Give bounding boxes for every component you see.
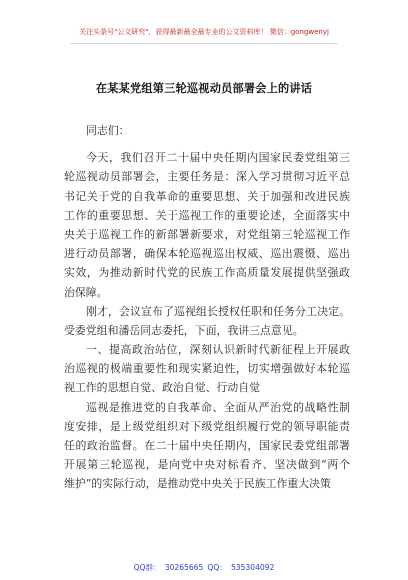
paragraph-3-line: 维护”的实际行动，是推动党中央关于民族工作重大决策 [64, 477, 331, 491]
header-note: 关注头条号"公文研究"，获得最新最全最专业的公文资料库！ 微信：gongwenyj [79, 28, 329, 36]
paragraph-1-line: 受委党组和潘岳同志委托，下面，我讲三点意见。 [64, 323, 304, 337]
paragraph-3-line: 任的政治监督。在二十届中央任期内，国家民委党组部署 [64, 439, 350, 452]
paragraph-0-line: 书记关于党的自我革命的重要思想、关于加强和改进民族 [64, 189, 350, 203]
paragraph-0-line: 实效，为推动新时代党的民族工作高质量发展提供坚强政 [64, 266, 350, 280]
qq-label: QQ： [207, 563, 227, 572]
qq-number: 535304092 [230, 563, 275, 572]
paragraph-3-line: 巡视是推进党的自我革命、全面从严治党的战略性制 [86, 400, 350, 414]
paragraph-3-line: 开展第三轮巡视，是向党中央对标看齐、坚决做到“两个 [64, 458, 350, 472]
paragraph-0-line: 工作的重要思想、关于巡视工作的重要论述，全面落实中 [64, 208, 350, 222]
document-body [64, 121, 350, 494]
paragraph-2-line: 视工作的思想自觉、政治自觉、行动自觉 [64, 381, 261, 395]
paragraph-0-line: 轮巡视动员部署会，主要任务是：深入学习贯彻习近平总 [64, 170, 350, 184]
paragraph-0-line: 今天，我们召开二十届中央任期内国家民委党组第三 [86, 151, 350, 165]
qq-group-label: QQ群： [133, 563, 161, 572]
paragraph-2-line: 治巡视的极端重要性和现实紧迫性，切实增强做好本轮巡 [64, 362, 350, 376]
header-divider [70, 43, 338, 44]
greeting: 同志们： [86, 124, 130, 137]
paragraph-0-line: 进行动员部署，确保本轮巡视巡出权威、巡出震慑、巡出 [64, 247, 350, 261]
paragraph-3-line: 度安排，是上级党组织对下级党组织履行党的领导职能责 [64, 419, 350, 433]
footer-contact [0, 562, 408, 573]
paragraph-0-line: 治保障。 [64, 285, 108, 299]
paragraph-0-line: 央关于巡视工作的新部署新要求，对党组第三轮巡视工作 [64, 227, 350, 241]
paragraph-1-line: 刚才，会议宣布了巡视组长授权任职和任务分工决定。 [86, 304, 350, 318]
paragraph-2-line: 一、提高政治站位，深刻认识新时代新征程上开展政 [86, 343, 350, 357]
qq-group-number: 30265665 [164, 563, 204, 572]
document-title: 在某某党组第三轮巡视动员部署会上的讲话 [95, 82, 313, 95]
